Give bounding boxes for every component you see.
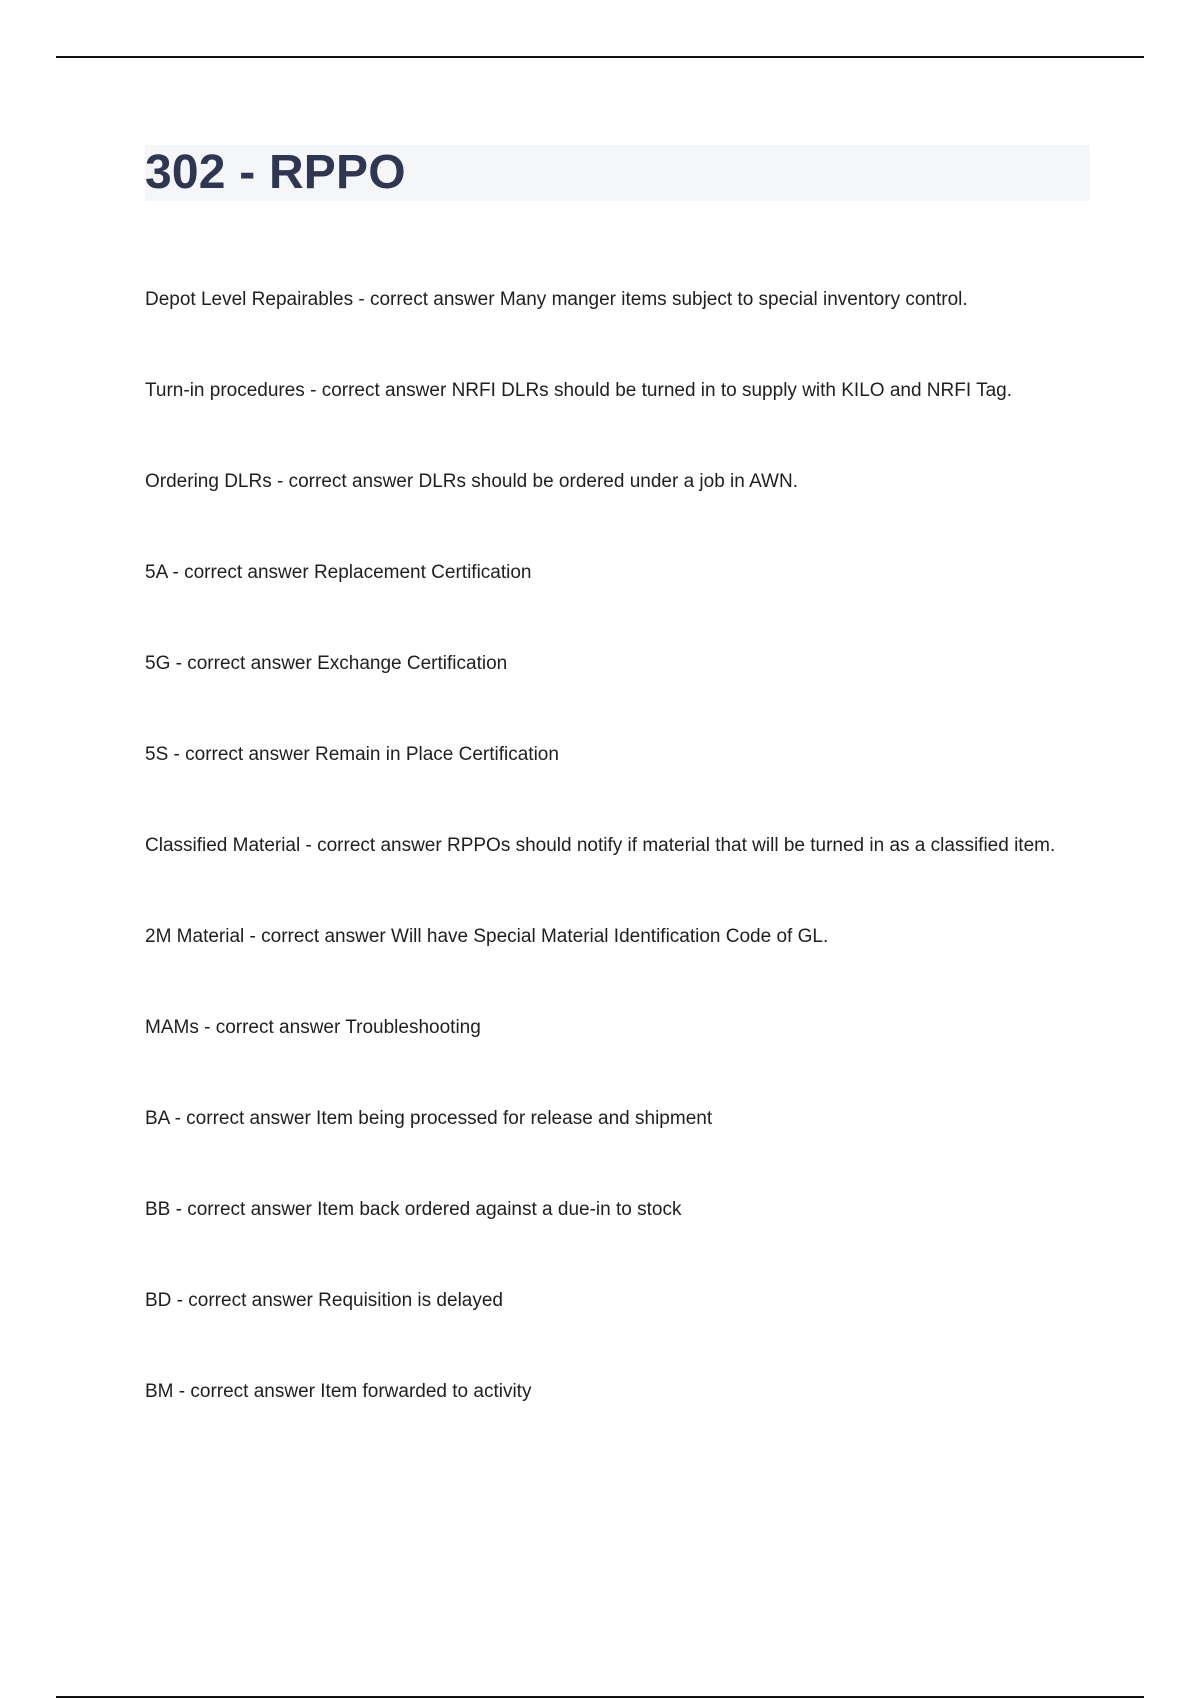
qa-item: 5S - correct answer Remain in Place Certification xyxy=(145,744,559,765)
document-title: 302 - RPPO xyxy=(145,146,406,199)
top-divider xyxy=(56,56,1144,58)
qa-item: BA - correct answer Item being processed for release and shipment xyxy=(145,1108,713,1129)
qa-item: BD - correct answer Requisition is delayed xyxy=(145,1290,503,1311)
qa-item: BM - correct answer Item forwarded to activity xyxy=(145,1381,532,1402)
qa-item: 2M Material - correct answer Will have Special Material Identification Code of GL. xyxy=(145,926,829,947)
qa-item: 5A - correct answer Replacement Certification xyxy=(145,562,532,583)
qa-item: MAMs - correct answer Troubleshooting xyxy=(145,1017,481,1038)
bottom-divider xyxy=(56,1696,1144,1698)
qa-item: Turn-in procedures - correct answer NRFI DLRs should be turned in to supply with KILO and NRFI Tag. xyxy=(145,380,1012,401)
qa-item: BB - correct answer Item back ordered against a due-in to stock xyxy=(145,1199,682,1220)
qa-item: 5G - correct answer Exchange Certification xyxy=(145,653,508,674)
qa-item: Depot Level Repairables - correct answer Many manger items subject to special inventory control. xyxy=(145,289,968,310)
qa-item: Ordering DLRs - correct answer DLRs should be ordered under a job in AWN. xyxy=(145,471,798,492)
qa-list xyxy=(145,286,1075,1469)
qa-item: Classified Material - correct answer RPPOs should notify if material that will be turned in as a classified item. xyxy=(145,835,1056,856)
